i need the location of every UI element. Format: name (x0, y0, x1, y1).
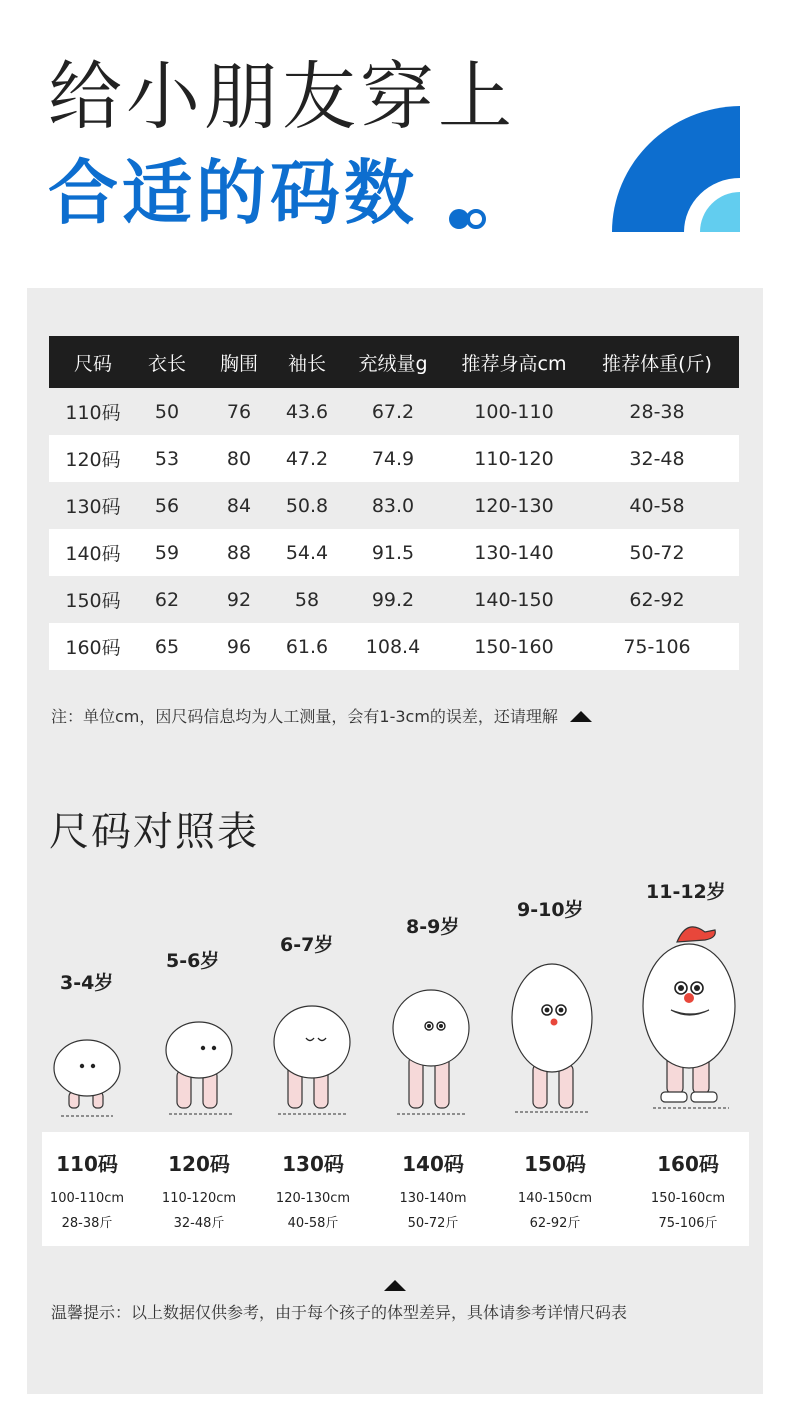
cell: 50 (137, 388, 197, 435)
size-label: 120码 (168, 1152, 230, 1176)
measurement-note (51, 704, 592, 727)
table-row (49, 623, 739, 670)
two-dots-icon (448, 205, 488, 233)
size-label: 150码 (524, 1152, 586, 1176)
cell: 61.6 (281, 623, 333, 670)
note-text: 注：单位cm，因尺码信息均为人工测量，会有1-3cm的误差，还请理解 (51, 707, 558, 726)
header-chest: 胸围 (197, 336, 281, 388)
cell: 76 (197, 388, 281, 435)
cell: 74.9 (333, 435, 453, 482)
table-header-row (49, 336, 739, 388)
cell: 91.5 (333, 529, 453, 576)
cell: 84 (197, 482, 281, 529)
cell: 92 (197, 576, 281, 623)
title-line-1: 给小朋友穿上 (48, 54, 516, 140)
size-column (258, 1132, 368, 1231)
cell: 130码 (49, 482, 137, 529)
table-row (49, 576, 739, 623)
size-column (378, 1132, 488, 1231)
cell: 108.4 (333, 623, 453, 670)
cell: 43.6 (281, 388, 333, 435)
cell: 100-110 (453, 388, 575, 435)
header-weight: 推荐体重(斤) (575, 336, 739, 388)
age-label: 9-10岁 (517, 899, 584, 921)
cell: 62-92 (575, 576, 739, 623)
cell: 56 (137, 482, 197, 529)
size-label: 160码 (657, 1152, 719, 1176)
size-chart-strip (42, 1132, 749, 1246)
cell: 50-72 (575, 529, 739, 576)
age-label: 3-4岁 (60, 972, 114, 994)
table-row (49, 435, 739, 482)
cell: 75-106 (575, 623, 739, 670)
cell: 32-48 (575, 435, 739, 482)
cloud-character-icon (270, 1000, 354, 1118)
size-column (500, 1132, 610, 1231)
tip-text: 温馨提示：以上数据仅供参考，由于每个孩子的体型差异，具体请参考详情尺码表 (51, 1303, 628, 1322)
height-range: 120-130cm (275, 1191, 351, 1206)
cell: 120-130 (453, 482, 575, 529)
cell: 88 (197, 529, 281, 576)
cell: 40-58 (575, 482, 739, 529)
cell: 62 (137, 576, 197, 623)
cell: 130-140 (453, 529, 575, 576)
weight-range: 50-72斤 (407, 1216, 459, 1231)
size-panel (27, 288, 763, 1394)
height-range: 140-150cm (517, 1191, 593, 1206)
cell: 50.8 (281, 482, 333, 529)
age-label: 11-12岁 (646, 881, 726, 903)
cell: 53 (137, 435, 197, 482)
size-column (633, 1132, 743, 1231)
cell: 59 (137, 529, 197, 576)
cell: 80 (197, 435, 281, 482)
table-row (49, 529, 739, 576)
cell: 96 (197, 623, 281, 670)
cell: 160码 (49, 623, 137, 670)
height-range: 110-120cm (161, 1191, 237, 1206)
age-label: 8-9岁 (406, 916, 460, 938)
size-column (32, 1132, 142, 1231)
cloud-character-icon (507, 960, 597, 1118)
header-size: 尺码 (49, 336, 137, 388)
cell: 99.2 (333, 576, 453, 623)
cell: 83.0 (333, 482, 453, 529)
height-range: 150-160cm (650, 1191, 726, 1206)
header-length: 衣长 (137, 336, 197, 388)
cell: 150码 (49, 576, 137, 623)
cell: 54.4 (281, 529, 333, 576)
cloud-character-icon (161, 1018, 243, 1118)
weight-range: 28-38斤 (61, 1216, 113, 1231)
cell: 65 (137, 623, 197, 670)
age-label: 5-6岁 (166, 950, 220, 972)
age-label: 6-7岁 (280, 934, 334, 956)
cloud-character-icon (47, 1034, 127, 1118)
cell: 67.2 (333, 388, 453, 435)
size-column (144, 1132, 254, 1231)
cloud-character-with-cap-icon (637, 914, 741, 1118)
table-row (49, 482, 739, 529)
cell: 150-160 (453, 623, 575, 670)
weight-range: 40-58斤 (287, 1216, 339, 1231)
size-label: 110码 (56, 1152, 118, 1176)
cell: 140-150 (453, 576, 575, 623)
cell: 140码 (49, 529, 137, 576)
cell: 120码 (49, 435, 137, 482)
cell: 28-38 (575, 388, 739, 435)
cloud-character-icon (389, 986, 473, 1118)
table-row (49, 388, 739, 435)
height-range: 130-140m (399, 1191, 467, 1206)
triangle-up-icon (384, 1280, 406, 1291)
quarter-circle-decoration (612, 104, 742, 232)
size-table (49, 336, 739, 670)
cell: 110码 (49, 388, 137, 435)
size-label: 140码 (402, 1152, 464, 1176)
weight-range: 32-48斤 (173, 1216, 225, 1231)
title-line-2: 合适的码数 (48, 152, 418, 234)
cell: 58 (281, 576, 333, 623)
cell: 47.2 (281, 435, 333, 482)
cell: 110-120 (453, 435, 575, 482)
weight-range: 62-92斤 (529, 1216, 581, 1231)
size-label: 130码 (282, 1152, 344, 1176)
triangle-up-icon (570, 711, 592, 722)
header-down-fill: 充绒量g (333, 336, 453, 388)
header-sleeve: 袖长 (281, 336, 333, 388)
height-range: 100-110cm (49, 1191, 125, 1206)
weight-range: 75-106斤 (658, 1216, 718, 1231)
header-height: 推荐身高cm (453, 336, 575, 388)
section-title: 尺码对照表 (49, 809, 259, 855)
